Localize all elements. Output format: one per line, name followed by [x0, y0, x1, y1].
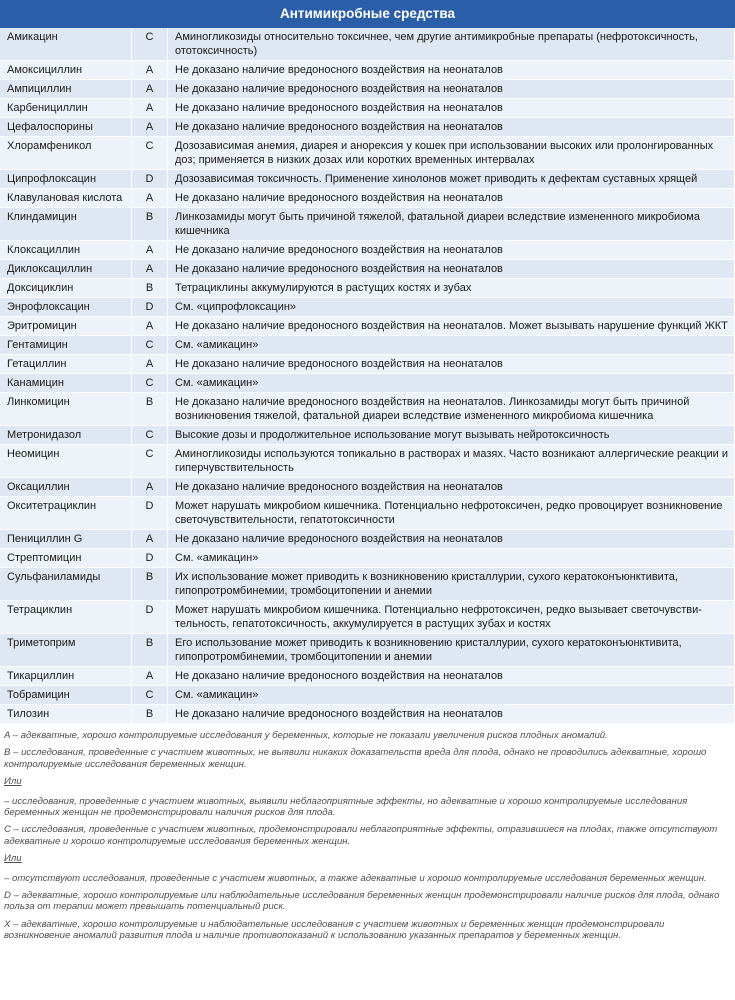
drug-name: Диклоксациллин [0, 260, 132, 279]
drug-name: Карбенициллин [0, 99, 132, 118]
drug-description: См. «амикацин» [168, 336, 735, 355]
table-title: Антимикробные средства [0, 0, 735, 28]
drug-name: Неомицин [0, 445, 132, 478]
risk-category: D [132, 298, 168, 317]
drug-description: Может нарушать микробиом кишечника. Потенциально нефротоксичен, редко провоцирует возникновение светочувствительности, гепатотоксичности [168, 497, 735, 530]
note-category-b: B – исследования, проведенные с участием животных, не выявили никаких доказательств вреда для плода, однако не проводились адекватные, хорошо контролируемые исследования беременных женщин. [4, 747, 707, 770]
risk-category: A [132, 118, 168, 137]
drug-name: Энрофлоксацин [0, 298, 132, 317]
drug-name: Клиндамицин [0, 208, 132, 241]
risk-category: B [132, 279, 168, 298]
risk-category: C [132, 336, 168, 355]
drug-table [0, 28, 735, 724]
drug-name: Метронидазол [0, 426, 132, 445]
drug-description: Не доказано наличие вредоносного воздействия на неонаталов [168, 705, 735, 724]
table-row [0, 667, 735, 686]
drug-description: Не доказано наличие вредоносного воздействия на неонаталов [168, 478, 735, 497]
table-row [0, 279, 735, 298]
risk-category: C [132, 137, 168, 170]
note-category-a: A – адекватные, хорошо контролируемые исследования у беременных, которые не показали увеличения рисков плодных аномалий. [4, 730, 608, 741]
risk-category: B [132, 705, 168, 724]
risk-category: A [132, 80, 168, 99]
drug-description: Не доказано наличие вредоносного воздействия на неонаталов [168, 61, 735, 80]
drug-name: Стрептомицин [0, 549, 132, 568]
note-category-c-alt: – отсутствуют исследования, проведенные с участием животных, а также адекватные и хорошо контролируемые исследования беременных женщин. [4, 872, 707, 884]
risk-category: A [132, 260, 168, 279]
drug-name: Пенициллин G [0, 530, 132, 549]
drug-name: Тетрациклин [0, 601, 132, 634]
drug-name: Клавулановая кислота [0, 189, 132, 208]
note-category-x: X – адекватные, хорошо контролируемые и наблюдательные исследования с участием животных и беременных женщин продемонстрировали возникновение аномалий развития плода и наличие противопоказаний к использованию указанных препаратов у беременных женщин. [4, 918, 665, 942]
risk-category: D [132, 497, 168, 530]
table-row [0, 189, 735, 208]
drug-description: Не доказано наличие вредоносного воздействия на неонаталов [168, 118, 735, 137]
table-row [0, 549, 735, 568]
drug-description: Его использование может приводить к возникновению кристаллурии, сухого кератоконъюнктивита, гипопротромбинемии, тромбоцитопении и анемии [168, 634, 735, 667]
drug-name: Линкомицин [0, 393, 132, 426]
drug-description: Не доказано наличие вредоносного воздействия на неонаталов. Может вызывать нарушение функций ЖКТ [168, 317, 735, 336]
table-row [0, 355, 735, 374]
risk-category: B [132, 208, 168, 241]
drug-description: Не доказано наличие вредоносного воздействия на неонаталов [168, 530, 735, 549]
table-row [0, 208, 735, 241]
drug-description: См. «амикацин» [168, 374, 735, 393]
drug-description: Не доказано наличие вредоносного воздействия на неонаталов [168, 260, 735, 279]
table-row [0, 497, 735, 530]
risk-category: A [132, 355, 168, 374]
drug-description: Не доказано наличие вредоносного воздействия на неонаталов [168, 80, 735, 99]
risk-category: A [132, 241, 168, 260]
drug-description: Не доказано наличие вредоносного воздействия на неонаталов [168, 355, 735, 374]
drug-description: См. «амикацин» [168, 549, 735, 568]
risk-category: A [132, 189, 168, 208]
table-row [0, 393, 735, 426]
risk-category: B [132, 634, 168, 667]
table-row [0, 298, 735, 317]
drug-description: Не доказано наличие вредоносного воздействия на неонаталов [168, 189, 735, 208]
drug-description: Не доказано наличие вредоносного воздействия на неонаталов [168, 667, 735, 686]
drug-name: Ципрофлоксацин [0, 170, 132, 189]
drug-name: Амоксициллин [0, 61, 132, 80]
drug-name: Сульфаниламиды [0, 568, 132, 601]
drug-description: Аминогликозиды используются топикально в растворах и мазях. Часто возникают аллергические реакции и гиперчувствительность [168, 445, 735, 478]
drug-description: См. «ципрофлоксацин» [168, 298, 735, 317]
table-row [0, 28, 735, 61]
drug-name: Клоксациллин [0, 241, 132, 260]
drug-name: Эритромицин [0, 317, 132, 336]
drug-description: Не доказано наличие вредоносного воздействия на неонаталов [168, 241, 735, 260]
risk-category: C [132, 426, 168, 445]
risk-category: C [132, 686, 168, 705]
risk-category: A [132, 530, 168, 549]
risk-category: C [132, 374, 168, 393]
table-row [0, 336, 735, 355]
table-row [0, 61, 735, 80]
risk-category: B [132, 568, 168, 601]
risk-category: A [132, 317, 168, 336]
table-row [0, 118, 735, 137]
drug-name: Доксициклин [0, 279, 132, 298]
note-category-b-alt: – исследования, проведенные с участием животных, выявили неблагоприятные эффекты, но адекватные и хорошо контролируемые исследования беременных женщин не продемонстрировали наличия рисков для плода. [4, 795, 688, 819]
drug-description: Не доказано наличие вредоносного воздействия на неонаталов [168, 99, 735, 118]
table-row [0, 241, 735, 260]
table-row [0, 317, 735, 336]
table-body [0, 28, 735, 724]
drug-name: Тилозин [0, 705, 132, 724]
drug-name: Гетациллин [0, 355, 132, 374]
footnotes [0, 724, 735, 942]
drug-name: Амикацин [0, 28, 132, 61]
drug-name: Гентамицин [0, 336, 132, 355]
note-category-d: D – адекватные, хорошо контролируемые или наблюдательные исследования беременных женщин продемонстрировали наличие рисков для плода, однако польза от терапии может превышать потенциальный риск. [4, 890, 720, 913]
risk-category: C [132, 445, 168, 478]
drug-name: Тобрамицин [0, 686, 132, 705]
table-row [0, 568, 735, 601]
drug-description: Дозозависимая анемия, диарея и анорексия у кошек при использовании высоких или пролонгированных доз; применяется в низких дозах или коротких временных интервалах [168, 137, 735, 170]
risk-category: B [132, 393, 168, 426]
risk-category: A [132, 61, 168, 80]
risk-category: A [132, 99, 168, 118]
risk-category: D [132, 549, 168, 568]
table-row [0, 137, 735, 170]
drug-description: Может нарушать микробиом кишечника. Потенциально нефротоксичен, редко вызывает светочувствительность, гепатотоксичность, аккумулируется в растущих зубах и костях [168, 601, 735, 634]
table-row [0, 686, 735, 705]
risk-category: D [132, 170, 168, 189]
drug-description: Высокие дозы и продолжительное использование могут вызывать нейротоксичность [168, 426, 735, 445]
drug-name: Триметоприм [0, 634, 132, 667]
drug-name: Канамицин [0, 374, 132, 393]
table-row [0, 374, 735, 393]
table-row [0, 80, 735, 99]
drug-description: Их использование может приводить к возникновению кристаллурии, сухого кератоконъюнктивита, гипопротромбинемии, тромбоцитопении и анемии [168, 568, 735, 601]
table-row [0, 601, 735, 634]
drug-description: Не доказано наличие вредоносного воздействия на неонаталов. Линкозамиды могут быть причиной возникновения тяжелой, фатальной диареи вследствие измененного микробиома кишечника [168, 393, 735, 426]
risk-category: C [132, 28, 168, 61]
table-row [0, 530, 735, 549]
note-or-2: Или [4, 853, 22, 865]
drug-description: Аминогликозиды относительно токсичнее, чем другие антимикробные препараты (нефротоксичность, ототоксичность) [168, 28, 735, 61]
table-row [0, 170, 735, 189]
drug-description: Линкозамиды могут быть причиной тяжелой, фатальной диареи вследствие измененного микробиома кишечника [168, 208, 735, 241]
table-row [0, 99, 735, 118]
risk-category: A [132, 667, 168, 686]
drug-name: Тикарциллин [0, 667, 132, 686]
drug-name: Хлорамфеникол [0, 137, 132, 170]
table-row [0, 260, 735, 279]
table-row [0, 426, 735, 445]
note-or-1: Или [4, 776, 22, 788]
risk-category: A [132, 478, 168, 497]
drug-name: Оксациллин [0, 478, 132, 497]
drug-description: Дозозависимая токсичность. Применение хинолонов может приводить к дефектам суставных хрящей [168, 170, 735, 189]
table-row [0, 478, 735, 497]
drug-description: См. «амикацин» [168, 686, 735, 705]
drug-name: Цефалоспорины [0, 118, 132, 137]
table-row [0, 445, 735, 478]
drug-name: Окситетрациклин [0, 497, 132, 530]
note-category-c: C – исследования, проведенные с участием животных, продемонстрировали неблагоприятные эффекты, отразившиеся на плодах, также отсутствуют адекватные и хорошо контролируемые исследования беременных женщин. [4, 824, 718, 847]
drug-description: Тетрациклины аккумулируются в растущих костях и зубах [168, 279, 735, 298]
table-row [0, 705, 735, 724]
risk-category: D [132, 601, 168, 634]
drug-name: Ампициллин [0, 80, 132, 99]
table-row [0, 634, 735, 667]
